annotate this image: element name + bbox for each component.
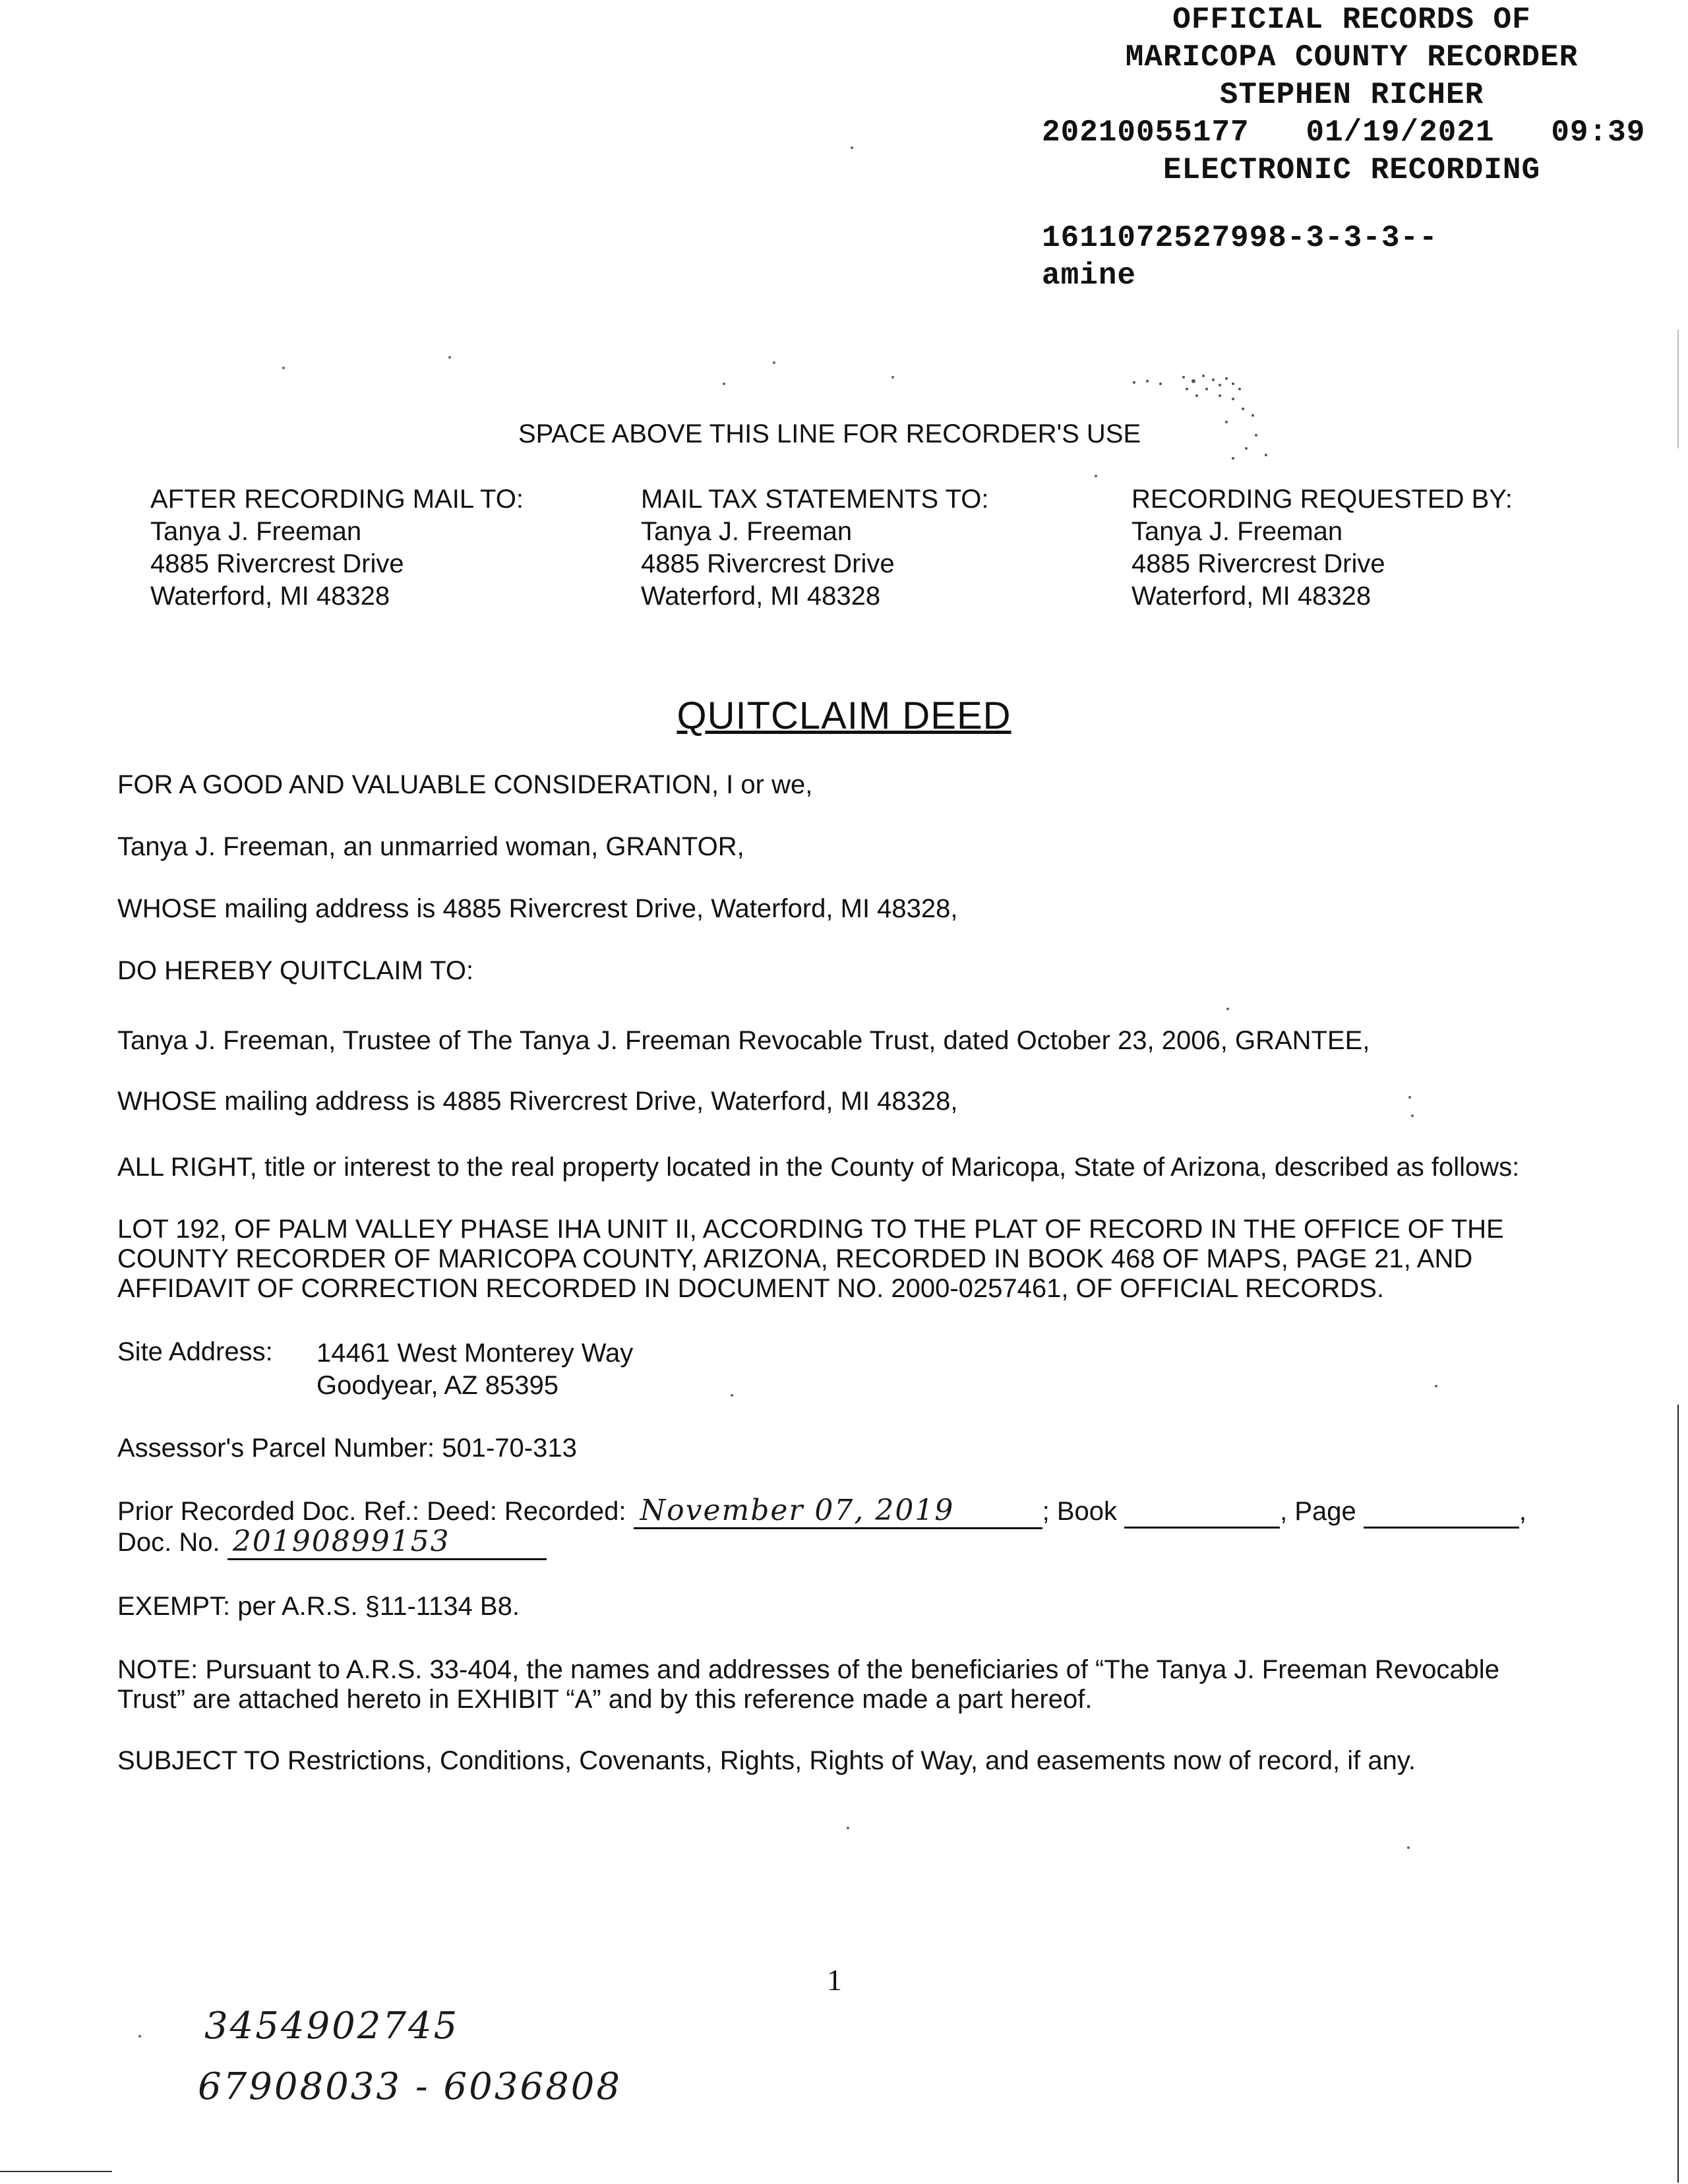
- note-line: Trust” are attached hereto in EXHIBIT “A” and by this reference made a part hereof.: [117, 1685, 1093, 1714]
- block-street: 4885 Rivercrest Drive: [150, 549, 404, 578]
- note-text: [117, 1655, 1594, 1714]
- legal-line: LOT 192, OF PALM VALLEY PHASE IHA UNIT II, ACCORDING TO THE PLAT OF RECORD IN THE OFFICE OF THE: [117, 1215, 1504, 1244]
- parcel-number: Assessor's Parcel Number: 501-70-313: [117, 1434, 577, 1463]
- page-field: [1364, 1497, 1519, 1529]
- page-label: , Page: [1280, 1497, 1356, 1526]
- block-city: Waterford, MI 48328: [641, 582, 881, 611]
- grantor-text: Tanya J. Freeman, an unmarried woman, GRANTOR,: [117, 832, 744, 861]
- scan-dot: [891, 376, 894, 379]
- page-number: 1: [827, 1963, 842, 1997]
- recorder-stamp: [1042, 1, 1675, 295]
- after-recording-block: [150, 483, 524, 613]
- document-title: QUITCLAIM DEED: [677, 694, 1011, 737]
- scan-dot: [851, 146, 853, 149]
- block-heading: RECORDING REQUESTED BY:: [1131, 485, 1513, 514]
- block-street: 4885 Rivercrest Drive: [1131, 549, 1385, 578]
- grantee-address-text: WHOSE mailing address is 4885 Rivercrest Drive, Waterford, MI 48328,: [117, 1087, 958, 1116]
- site-address: [316, 1337, 633, 1402]
- block-name: Tanya J. Freeman: [150, 517, 362, 546]
- handwritten-note-1: 3454902745: [204, 2005, 460, 2048]
- requested-by-block: [1131, 483, 1513, 613]
- site-city: Goodyear, AZ 85395: [316, 1371, 558, 1400]
- recorder-line-1: OFFICIAL RECORDS OF: [1172, 3, 1531, 37]
- consideration-text: FOR A GOOD AND VALUABLE CONSIDERATION, I or we,: [117, 770, 813, 799]
- legal-description: [117, 1215, 1594, 1304]
- note-line: NOTE: Pursuant to A.R.S. 33-404, the names and addresses of the beneficiaries of “The Tanya J. Freeman Revocable: [117, 1655, 1499, 1684]
- recording-number-date-time: 20210055177 01/19/2021 09:39: [1042, 115, 1646, 150]
- scan-dot: [1407, 1846, 1410, 1849]
- site-address-label: Site Address:: [117, 1337, 273, 1366]
- block-heading: MAIL TAX STATEMENTS TO:: [641, 485, 989, 514]
- recorder-line-5: ELECTRONIC RECORDING: [1162, 153, 1541, 187]
- quitclaim-to-text: DO HEREBY QUITCLAIM TO:: [117, 956, 474, 985]
- exempt-text: EXEMPT: per A.R.S. §11-1134 B8.: [117, 1592, 520, 1621]
- scan-edge-artifact: [1677, 330, 1679, 448]
- scan-dot: [448, 356, 451, 359]
- recorder-line-3: STEPHEN RICHER: [1219, 78, 1484, 112]
- recorder-line-2: MARICOPA COUNTY RECORDER: [1125, 40, 1579, 75]
- grantor-address-text: WHOSE mailing address is 4885 Rivercrest Drive, Waterford, MI 48328,: [117, 894, 958, 923]
- block-name: Tanya J. Freeman: [1131, 517, 1343, 546]
- block-city: Waterford, MI 48328: [1131, 582, 1372, 611]
- book-field: [1124, 1497, 1280, 1529]
- site-street: 14461 West Monterey Way: [316, 1339, 634, 1368]
- scan-dot: [1095, 475, 1097, 477]
- block-street: 4885 Rivercrest Drive: [641, 549, 895, 578]
- scan-dot: [1226, 1008, 1229, 1010]
- scan-edge-artifact: [0, 2171, 112, 2172]
- scan-dot: [1435, 1385, 1437, 1387]
- legal-line: COUNTY RECORDER OF MARICOPA COUNTY, ARIZONA, RECORDED IN BOOK 468 OF MAPS, PAGE 21, AND: [117, 1244, 1473, 1273]
- block-heading: AFTER RECORDING MAIL TO:: [150, 485, 524, 514]
- doc-no-field: [227, 1525, 547, 1560]
- recording-user: amine: [1042, 258, 1137, 293]
- scan-dot: [282, 367, 285, 369]
- grantee-text: Tanya J. Freeman, Trustee of The Tanya J. Freeman Revocable Trust, dated October 23, 2006, GRANTEE,: [117, 1026, 1370, 1055]
- scan-dot: [138, 2035, 141, 2038]
- scan-edge-artifact: [1677, 1405, 1679, 2183]
- handwritten-note-2: 67908033 - 6036808: [198, 2065, 622, 2108]
- legal-line: AFFIDAVIT OF CORRECTION RECORDED IN DOCUMENT NO. 2000-0257461, OF OFFICIAL RECORDS.: [117, 1274, 1385, 1303]
- recording-reference-code: 1611072527998-3-3-3--: [1042, 221, 1438, 255]
- recorder-use-line: SPACE ABOVE THIS LINE FOR RECORDER'S USE: [518, 419, 1141, 448]
- mail-tax-block: [641, 483, 989, 613]
- scan-dot: [773, 361, 775, 364]
- recorded-date-handwritten: November 07, 2019: [640, 1494, 955, 1527]
- recorded-date-field: [634, 1494, 1042, 1529]
- subject-to-text: SUBJECT TO Restrictions, Conditions, Covenants, Rights, Rights of Way, and easements now of record, if any.: [117, 1746, 1416, 1775]
- doc-number-line: [117, 1525, 547, 1560]
- doc-no-handwritten: 20190899153: [232, 1525, 450, 1558]
- doc-no-label: Doc. No.: [117, 1528, 220, 1557]
- book-label: ; Book: [1042, 1497, 1117, 1526]
- scan-dot: [847, 1827, 849, 1829]
- scan-dot: [731, 1394, 733, 1397]
- prior-prefix: Prior Recorded Doc. Ref.: Deed: Recorded:: [117, 1497, 626, 1526]
- scan-speckle: [1121, 369, 1292, 468]
- prior-recorded-line: [117, 1494, 1526, 1529]
- block-name: Tanya J. Freeman: [641, 517, 853, 546]
- page-trailing-comma: ,: [1519, 1497, 1527, 1526]
- all-right-text: ALL RIGHT, title or interest to the real property located in the County of Maricopa, State of Arizona, described as follows:: [117, 1153, 1520, 1182]
- scan-dot: [723, 382, 725, 385]
- block-city: Waterford, MI 48328: [150, 582, 390, 611]
